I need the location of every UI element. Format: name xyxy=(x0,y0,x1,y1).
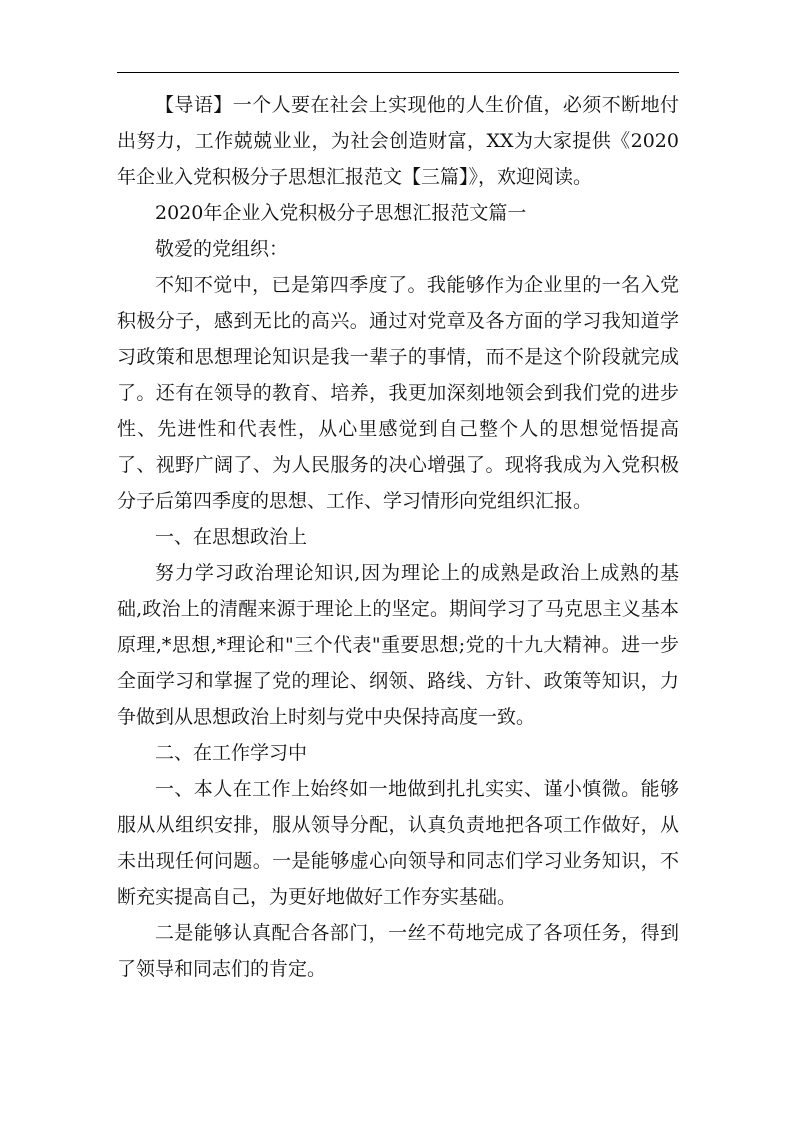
body-paragraph: 一、本人在工作上始终如一地做到扎扎实实、谨小慎微。能够服从从组织安排，服从领导分配，认真负责地把各项工作做好，从未出现任何问题。一是能够虚心向领导和同志们学习业务知识，不断充实提高自己，为更好地做好工作夯实基础。 xyxy=(117,778,679,908)
header-rule xyxy=(117,72,679,73)
salutation: 敬爱的党组织： xyxy=(155,238,289,260)
document-body xyxy=(117,87,679,987)
body-paragraph: 努力学习政治理论知识,因为理论上的成熟是政治上成熟的基础,政治上的清醒来源于理论上的坚定。期间学习了马克思主义基本原理,*思想,*理论和"三个代表"重要思想;党的十九大精神。进一步全面学习和掌握了党的理论、纲领、路线、方针、政策等知识，力争做到从思想政治上时刻与党中央保持高度一致。 xyxy=(117,562,679,728)
article-title: 2020年企业入党积极分子思想汇报范文篇一 xyxy=(155,202,527,224)
body-paragraph: 二是能够认真配合各部门，一丝不苟地完成了各项任务，得到了领导和同志们的肯定。 xyxy=(117,922,679,980)
intro-paragraph: 【导语】一个人要在社会上实现他的人生价值，必须不断地付出努力，工作兢兢业业，为社会创造财富，XX为大家提供《2020年企业入党积极分子思想汇报范文【三篇】》，欢迎阅读。 xyxy=(117,94,679,188)
section-heading-work-study: 二、在工作学习中 xyxy=(155,742,308,764)
body-paragraph: 不知不觉中，已是第四季度了。我能够作为企业里的一名入党积极分子，感到无比的高兴。通过对党章及各方面的学习我知道学习政策和思想理论知识是我一辈子的事情，而不是这个阶段就完成了。还有在领导的教育、培养，我更加深刻地领会到我们党的进步性、先进性和代表性，从心里感觉到自己整个人的思想觉悟提高了、视野广阔了、为人民服务的决心增强了。现将我成为入党积极分子后第四季度的思想、工作、学习情形向党组织汇报。 xyxy=(117,274,679,512)
section-heading-ideology: 一、在思想政治上 xyxy=(155,526,308,548)
